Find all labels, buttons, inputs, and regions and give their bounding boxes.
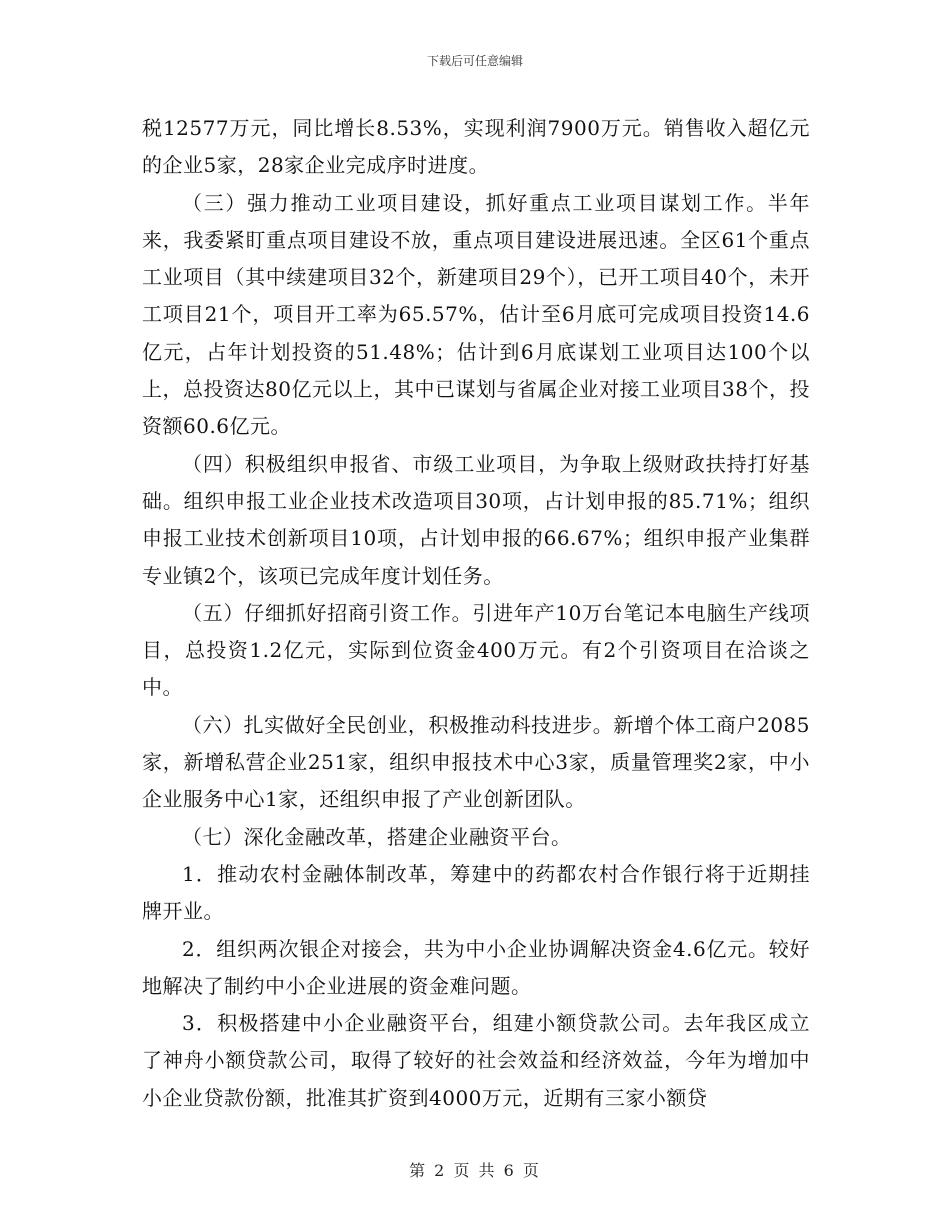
paragraph-item-3: 3．积极搭建中小企业融资平台，组建小额贷款公司。去年我区成立了神舟小额贷款公司，取得了较好的社会效益和经济效益，今年为增加中小企业贷款份额，批准其扩资到4000万元，近期有三家小额贷 <box>142 1011 810 1110</box>
paragraph-section-3: （三）强力推动工业项目建设，抓好重点工业项目谋划工作。半年来，我委紧盯重点项目建设不放，重点项目建设进展迅速。全区61个重点工业项目（其中续建项目32个，新建项目29个），已开工项目40个，未开工项目21个，项目开工率为65.57%，估计至6月底可完成项目投资14.6亿元，占年计划投资的51.48%；估计到6月底谋划工业项目达100个以上，总投资达80亿元以上，其中已谋划与省属企业对接工业项目38个，投资额60.6亿元。 <box>142 190 810 439</box>
paragraph-section-5: （五）仔细抓好招商引资工作。引进年产10万台笔记本电脑生产线项目，总投资1.2亿元，实际到位资金400万元。有2个引资项目在洽谈之中。 <box>142 600 810 700</box>
paragraph-section-4: （四）积极组织申报省、市级工业项目，为争取上级财政扶持打好基础。组织申报工业企业技术改造项目30项，占计划申报的85.71%；组织申报工业技术创新项目10项，占计划申报的66.67%；组织申报产业集群专业镇2个，该项已完成年度计划任务。 <box>142 451 810 588</box>
page-header: 下载后可任意编辑 <box>426 54 523 68</box>
document-body <box>142 110 810 1117</box>
paragraph-section-7: （七）深化金融改革，搭建企业融资平台。 <box>182 824 572 849</box>
page-number-footer: 第 2 页 共 6 页 <box>409 1161 541 1180</box>
paragraph-item-2: 2．组织两次银企对接会，共为中小企业协调解决资金4.6亿元。较好地解决了制约中小企业进展的资金难问题。 <box>142 936 810 998</box>
paragraph-section-6: （六）扎实做好全民创业，积极推动科技进步。新增个体工商户2085家，新增私营企业251家，组织申报技术中心3家，质量管理奖2家，中小企业服务中心1家，还组织申报了产业创新团队。 <box>142 712 810 812</box>
paragraph-continuation: 税12577万元，同比增长8.53%，实现利润7900万元。销售收入超亿元的企业5家，28家企业完成序时进度。 <box>142 116 810 178</box>
paragraph-item-1: 1．推动农村金融体制改革，筹建中的药都农村合作银行将于近期挂牌开业。 <box>142 861 810 924</box>
